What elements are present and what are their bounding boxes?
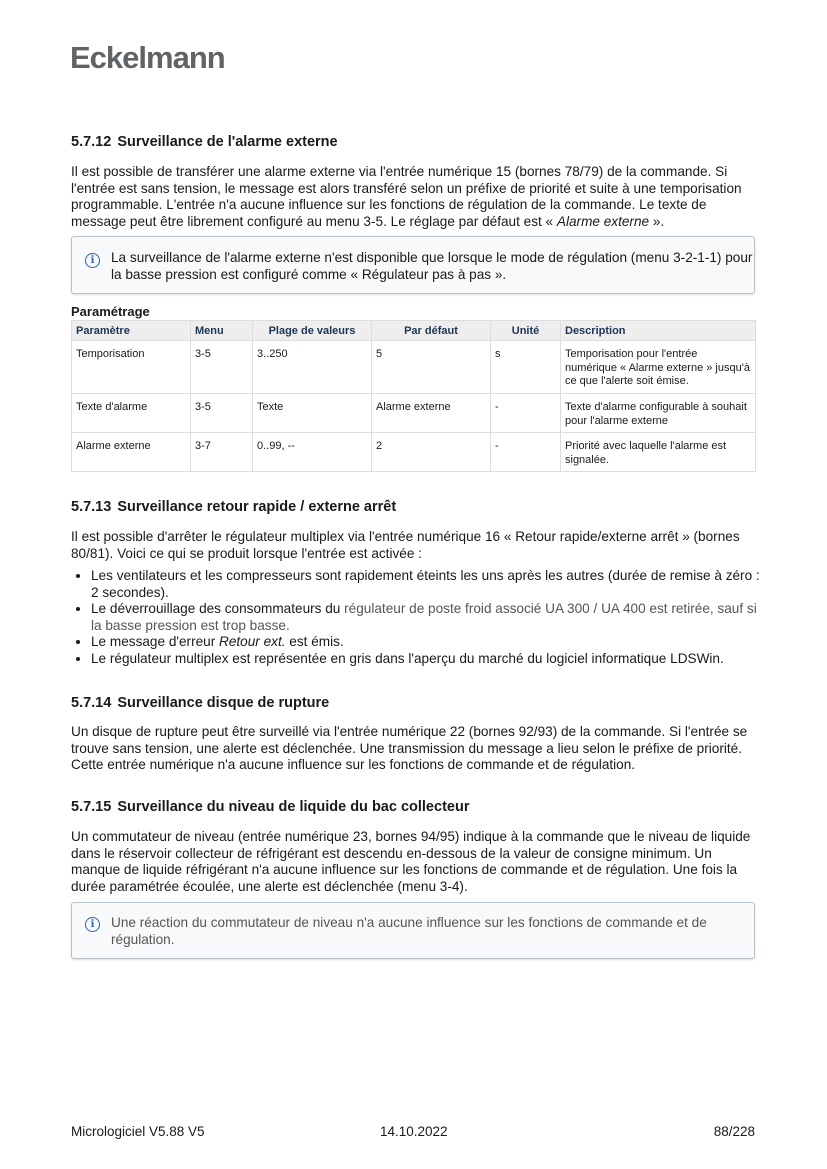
cell: s — [491, 341, 561, 394]
section-heading — [71, 799, 475, 815]
cell: 0..99, -- — [253, 433, 372, 472]
header-cell: Unité — [491, 321, 561, 341]
paragraph: Un commutateur de niveau (entrée numérique 23, bornes 94/95) indique à la commande que le niveau de liquide dans le réservoir collecteur de réfrigérant est descendu en-dessous de la valeur de consigne minimum. Un manque de liquide réfrigérant n'a aucune influence sur les fonctions de commande et de régulation. Une fois la durée paramétrée écoulée, une alerte est déclenchée (menu 3-4). — [71, 829, 751, 894]
cell: Priorité avec laquelle l'alarme est signalée. — [561, 433, 756, 472]
paragraph — [71, 164, 761, 230]
text: ». — [649, 213, 665, 229]
header-cell: Menu — [191, 321, 253, 341]
text: Il est possible de transférer une alarme externe via l'entrée numérique 15 (bornes 78/79) de la commande. Si l'entrée est sans tension, le message est alors transféré selon un préfixe de priorité et suite à une temporisation programmable. L'entrée n'a aucune influence sur les fonctions de régulation de la commande. Le texte de message peut être librement configuré au menu 3-5. Le réglage par défaut est « — [71, 164, 742, 229]
emphasis: Alarme externe — [556, 213, 650, 229]
bullet-list — [71, 568, 761, 667]
cell: 3-5 — [191, 341, 253, 394]
section-number: 5.7.14 — [71, 695, 112, 711]
emphasis: Retour ext. — [219, 634, 286, 649]
section-heading — [71, 695, 335, 711]
parameter-table — [71, 320, 756, 472]
section-number: 5.7.13 — [71, 499, 112, 515]
text: Le déverrouillage des consommateurs du — [91, 601, 345, 616]
cell: 3-7 — [191, 433, 253, 472]
table-row — [72, 433, 756, 472]
eckelmann-logo: Eckelmann — [70, 40, 225, 75]
table-row — [72, 394, 756, 433]
list-item: • Les ventilateurs et les compresseurs sont rapidement éteints les uns après les autres (durée de remise à zéro : 2 secondes). — [91, 568, 761, 601]
list-item — [91, 601, 761, 634]
footer-page-number: 88/228 — [713, 1124, 755, 1139]
section-heading — [71, 499, 402, 515]
text: régulateur de poste froid associé UA 300 / UA 400 est retirée, sauf si la basse pression est trop basse. — [91, 601, 757, 633]
header-cell: Plage de valeurs — [253, 321, 372, 341]
note-text: Une réaction du commutateur de niveau n'a aucune influence sur les fonctions de commande et de régulation. — [111, 915, 707, 947]
note-text: La surveillance de l'alarme externe n'est disponible que lorsque le mode de régulation (menu 3-2-1-1) pour la basse pression est configuré comme « Régulateur pas à pas ». — [111, 250, 753, 282]
footer-version: Micrologiciel V5.88 V5 — [71, 1124, 205, 1139]
paragraph: Un disque de rupture peut être surveillé via l'entrée numérique 22 (bornes 92/93) de la commande. Si l'entrée se trouve sans tension, une alerte est déclenchée. Une transmission du message a lieu selon le préfixe de priorité. Cette entrée numérique n'a aucune influence sur les fonctions de commande et de régulation. — [71, 724, 748, 772]
text: Le message d'erreur — [91, 634, 220, 649]
section-heading — [71, 134, 344, 150]
text: est émis. — [285, 634, 344, 649]
section-title: Surveillance du niveau de liquide du bac collecteur — [117, 799, 470, 815]
section-title: Surveillance retour rapide / externe arrêt — [117, 499, 397, 515]
header-cell: Paramètre — [72, 321, 191, 341]
info-icon: i — [85, 917, 100, 932]
table-title: Paramétrage — [71, 304, 150, 319]
cell: 3..250 — [253, 341, 372, 394]
cell: Texte — [253, 394, 372, 433]
cell: Alarme externe — [372, 394, 491, 433]
footer-date: 14.10.2022 — [380, 1124, 448, 1139]
table-header-row — [72, 321, 756, 341]
table-row — [72, 341, 756, 394]
info-note — [71, 902, 755, 959]
list-item — [91, 634, 761, 651]
cell: 3-5 — [191, 394, 253, 433]
cell: - — [491, 433, 561, 472]
cell: Texte d'alarme — [72, 394, 191, 433]
section-number: 5.7.12 — [71, 134, 112, 150]
cell: Temporisation pour l'entrée numérique « Alarme externe » jusqu'à ce que l'alerte soit émise. — [561, 341, 756, 394]
info-note — [71, 236, 755, 294]
cell: 2 — [372, 433, 491, 472]
cell: Temporisation — [72, 341, 191, 394]
header-cell: Description — [561, 321, 756, 341]
paragraph: Il est possible d'arrêter le régulateur multiplex via l'entrée numérique 16 « Retour rapide/externe arrêt » (bornes 80/81). Voici ce qui se produit lorsque l'entrée est activée : — [71, 529, 740, 561]
section-title: Surveillance disque de rupture — [117, 695, 330, 711]
section-number: 5.7.15 — [71, 799, 112, 815]
info-icon: i — [85, 253, 100, 268]
cell: Alarme externe — [72, 433, 191, 472]
list-item: • Le régulateur multiplex est représentée en gris dans l'aperçu du marché du logiciel informatique LDSWin. — [91, 651, 761, 668]
header-cell: Par défaut — [372, 321, 491, 341]
cell: - — [491, 394, 561, 433]
cell: 5 — [372, 341, 491, 394]
section-title: Surveillance de l'alarme externe — [117, 134, 338, 150]
cell: Texte d'alarme configurable à souhait pour l'alarme externe — [561, 394, 756, 433]
